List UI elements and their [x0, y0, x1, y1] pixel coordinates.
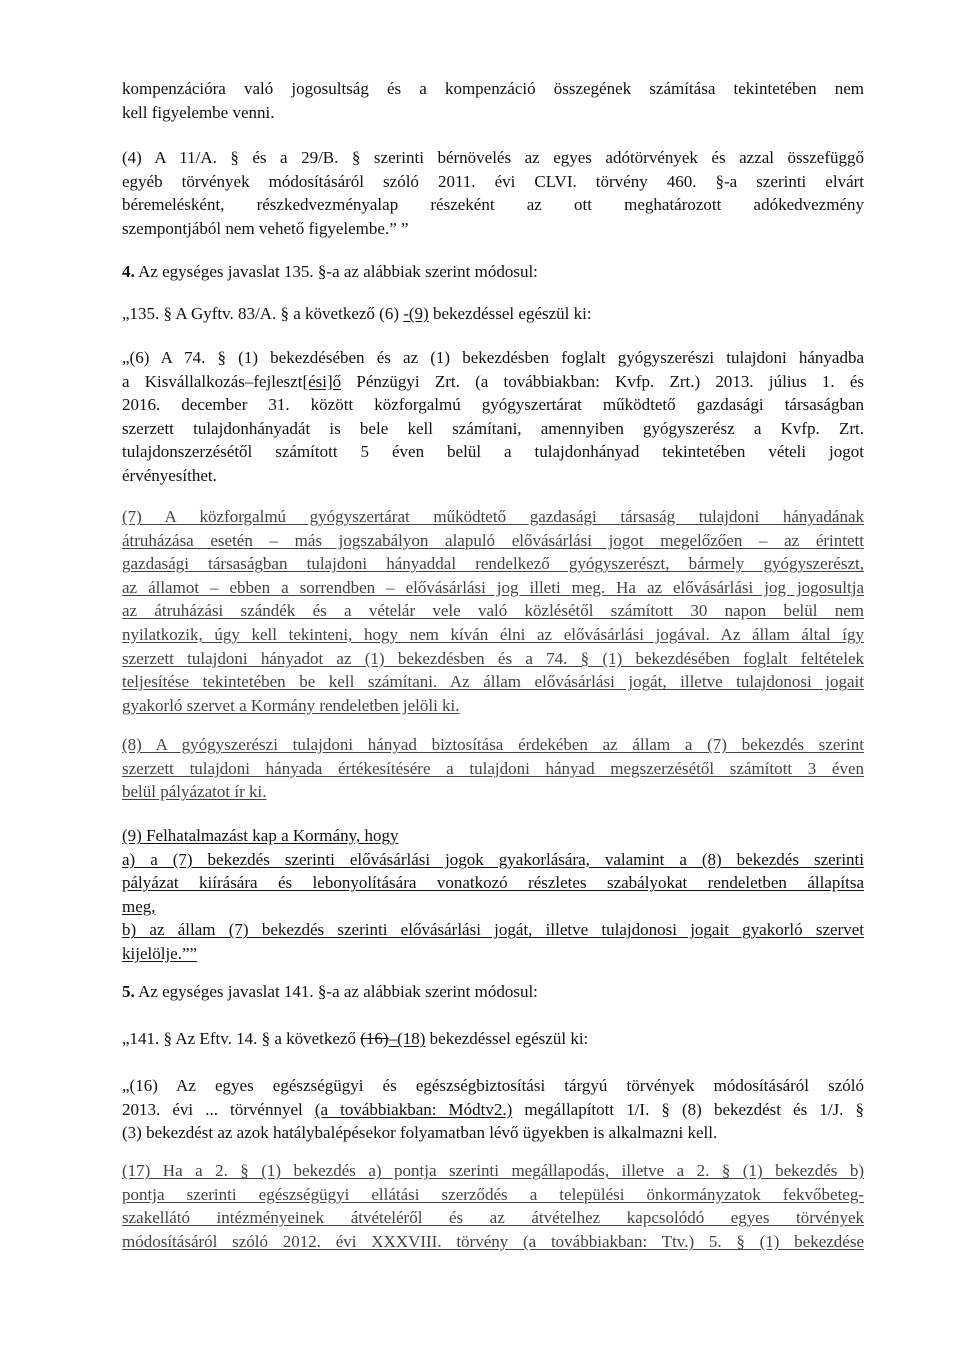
text-line: kompenzációra való jogosultság és a kompenzáció összegének számítása tekintetében nem [122, 79, 864, 98]
text-fragment: a Kisvállalkozás–fejleszt [122, 371, 303, 391]
amendment-item-5 [122, 980, 864, 1004]
item-text: Az egységes javaslat 141. §-a az alábbiak szerint módosul: [138, 982, 538, 1001]
text-line: szerzett tulajdoni hányada értékesítésére a tulajdoni hányad megszerzésétől számított 3 éven [122, 758, 864, 778]
text-line: béremelésként, részkedvezményalap részeként az ott meghatározott adókedvezmény [122, 195, 864, 215]
text-line: kell figyelembe venni. [122, 102, 275, 122]
paragraph-4 [122, 146, 864, 240]
text-line: egyéb törvények módosításáról szóló 2011. évi CLVI. törvény 460. §-a szerinti elvárt [122, 171, 864, 191]
item-text: Az egységes javaslat 135. §-a az alábbiak szerint módosul: [138, 262, 538, 281]
quote-141 [122, 1027, 864, 1051]
text-line: b) az állam (7) bekezdés szerinti elővásárlási jogát, illetve tulajdonosi jogait gyakorló szervet [122, 920, 864, 940]
text-line: (17) Ha a 2. § (1) bekezdés a) pontja szerinti megállapodás, illetve a 2. § (1) bekezdés b) [122, 1161, 864, 1180]
text-line: „(6) A 74. § (1) bekezdésében és az (1) bekezdésben foglalt gyógyszerészi tulajdoni hányadba [122, 348, 864, 367]
text-fragment: 2013. évi ... törvénnyel [122, 1099, 315, 1119]
amendment-item-4 [122, 260, 864, 284]
text-line: érvényesíthet. [122, 465, 217, 485]
paragraph-16 [122, 1074, 864, 1145]
inserted-text: -(9) [403, 304, 429, 323]
text-line: átruházása esetén – más jogszabályon alapuló elővásárlási jogot megelőzően – az érintett [122, 530, 864, 550]
text-line: meg, [122, 896, 156, 916]
text-line: teljesítése tekintetében be kell számítani. Az állam elővásárlási jogát, illetve tulajdonosi jogait [122, 672, 864, 692]
text-line: az államot – ebben a sorrendben – elővásárlási jog illeti meg. Ha az elővásárlási jog jogosultja [122, 577, 864, 597]
text-line: (3) bekezdést az azok hatálybalépésekor folyamatban lévő ügyekben is alkalmazni kell. [122, 1123, 718, 1143]
paragraph-17-inserted [122, 1159, 864, 1253]
text-line: (9) Felhatalmazást kap a Kormány, hogy [122, 826, 399, 845]
inserted-text: –(18) [388, 1029, 426, 1048]
text-line: pontja szerinti egészségügyi ellátási szerződés a települési önkormányzatok fekvőbeteg- [122, 1184, 864, 1204]
quote-text: „141. § Az Eftv. 14. § a következő [122, 1029, 361, 1048]
quote-135 [122, 302, 864, 326]
text-line: szakellátó intézményeinek átvételéről és az átvételhez kapcsolódó egyes törvények [122, 1208, 864, 1228]
text-fragment: megállapított 1/I. § (8) bekezdést és 1/J. § [512, 1099, 864, 1119]
quote-text: bekezdéssel egészül ki: [428, 304, 592, 323]
text-line: pályázat kiírására és lebonyolítására vonatkozó részletes szabályokat rendeletben állapítsa [122, 873, 864, 893]
inserted-text: (a továbbiakban: Módtv2.) [314, 1099, 513, 1119]
text-line: szempontjából nem vehető figyelembe.” ” [122, 218, 409, 238]
text-line: szerzett tulajdoni hányadot az (1) bekezdésben és a 74. § (1) bekezdésében foglalt feltételek [122, 648, 864, 668]
text-line: belül pályázatot ír ki. [122, 782, 267, 802]
text-line: gazdasági társaságban tulajdoni hányaddal rendelkező gyógyszerészt, bármely gyógyszerészt, [122, 554, 864, 574]
text-line: „(16) Az egyes egészségügyi és egészségbiztosítási tárgyú törvények módosításáról szóló [122, 1076, 864, 1095]
paragraph-6 [122, 346, 864, 488]
closing-quote: ” [189, 943, 198, 963]
text-line: a) a (7) bekezdés szerinti elővásárlási jogok gyakorlására, valamint a (8) bekezdés szerinti [122, 849, 864, 869]
quote-text: „135. § A Gyftv. 83/A. § a következő (6) [122, 304, 404, 323]
text-line: nyilatkozik, úgy kell tekinteni, hogy nem kíván élni az elővásárlási jogával. Az állam által így [122, 624, 864, 644]
text-line: módosításáról szóló 2012. évi XXXVIII. törvény (a továbbiakban: Ttv.) 5. § (1) bekezdése [122, 1231, 864, 1251]
paragraph-intro [122, 77, 864, 124]
text-line: az átruházási szándék és a vételár vele való közlésétől számított 30 napon belül nem [122, 601, 864, 621]
text-fragment: kijelölje.” [122, 943, 190, 963]
paragraph-7-inserted [122, 505, 864, 717]
text-line: szerzett tulajdonhányadát is bele kell számítani, amennyiben gyógyszerész a Kvfp. Zrt. [122, 418, 864, 438]
text-line: (8) A gyógyszerészi tulajdoni hányad biztosítása érdekében az állam a (7) bekezdés szerint [122, 735, 864, 754]
item-number: 4. [122, 262, 135, 281]
item-number: 5. [122, 982, 135, 1001]
paragraph-8-inserted [122, 733, 864, 804]
text-line: (4) A 11/A. § és a 29/B. § szerinti bérnövelés az egyes adótörvények és azzal összefüggő [122, 148, 864, 167]
inserted-text: [ési]ő [302, 371, 342, 391]
text-line: (7) A közforgalmú gyógyszertárat működtető gazdasági társaság tulajdoni hányadának [122, 507, 864, 526]
text-line: tulajdonszerzésétől számított 5 éven belül a tulajdonhányad tekintetében vételi jogot [122, 442, 864, 462]
quote-text: bekezdéssel egészül ki: [425, 1029, 589, 1048]
text-line: 2016. december 31. között közforgalmú gyógyszertárat működtető gazdasági társaságban [122, 395, 864, 415]
deleted-text: (16) [360, 1029, 389, 1048]
paragraph-9-inserted [122, 824, 864, 966]
text-fragment: Pénzügyi Zrt. (a továbbiakban: Kvfp. Zrt.) 2013. július 1. és [341, 371, 864, 391]
text-line: gyakorló szervet a Kormány rendeletben jelöli ki. [122, 695, 460, 715]
